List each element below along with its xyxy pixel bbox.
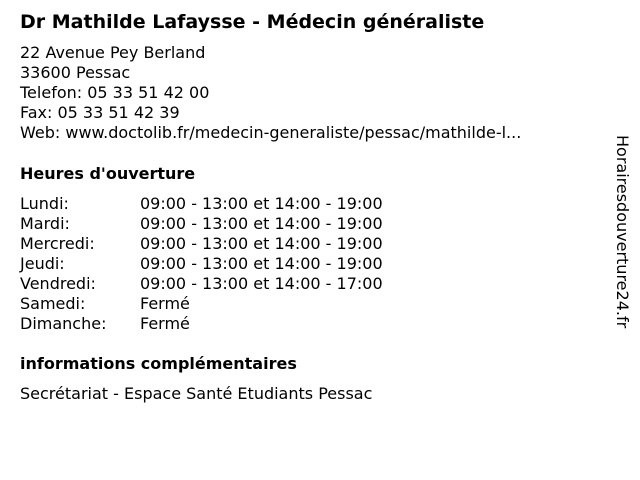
- day-hours: 09:00 - 13:00 et 14:00 - 17:00: [140, 274, 383, 293]
- website-link: Web: www.doctolib.fr/medecin-generaliste/pessac/mathilde-l...: [20, 123, 522, 142]
- day-label: Samedi:: [20, 294, 86, 313]
- hours-heading: Heures d'ouverture: [20, 164, 196, 183]
- day-label: Vendredi:: [20, 274, 96, 293]
- info-text: Secrétariat - Espace Santé Etudiants Pessac: [20, 384, 373, 403]
- day-hours: 09:00 - 13:00 et 14:00 - 19:00: [140, 254, 383, 273]
- address-street: 22 Avenue Pey Berland: [20, 43, 206, 62]
- day-hours: Fermé: [140, 294, 190, 313]
- day-hours: 09:00 - 13:00 et 14:00 - 19:00: [140, 194, 383, 213]
- page-title: Dr Mathilde Lafaysse - Médecin généraliste: [20, 11, 485, 33]
- day-hours: 09:00 - 13:00 et 14:00 - 19:00: [140, 234, 383, 253]
- address-city: 33600 Pessac: [20, 63, 131, 82]
- day-label: Jeudi:: [20, 254, 65, 273]
- day-label: Dimanche:: [20, 314, 107, 333]
- day-label: Mardi:: [20, 214, 70, 233]
- watermark-text: Horairesdouverture24.fr: [613, 135, 632, 329]
- day-hours: 09:00 - 13:00 et 14:00 - 19:00: [140, 214, 383, 233]
- day-label: Lundi:: [20, 194, 69, 213]
- day-label: Mercredi:: [20, 234, 95, 253]
- address-block: [20, 43, 521, 143]
- day-hours: Fermé: [140, 314, 190, 333]
- info-heading: informations complémentaires: [20, 354, 297, 373]
- fax-number: Fax: 05 33 51 42 39: [20, 103, 180, 122]
- phone-number: Telefon: 05 33 51 42 00: [20, 83, 210, 102]
